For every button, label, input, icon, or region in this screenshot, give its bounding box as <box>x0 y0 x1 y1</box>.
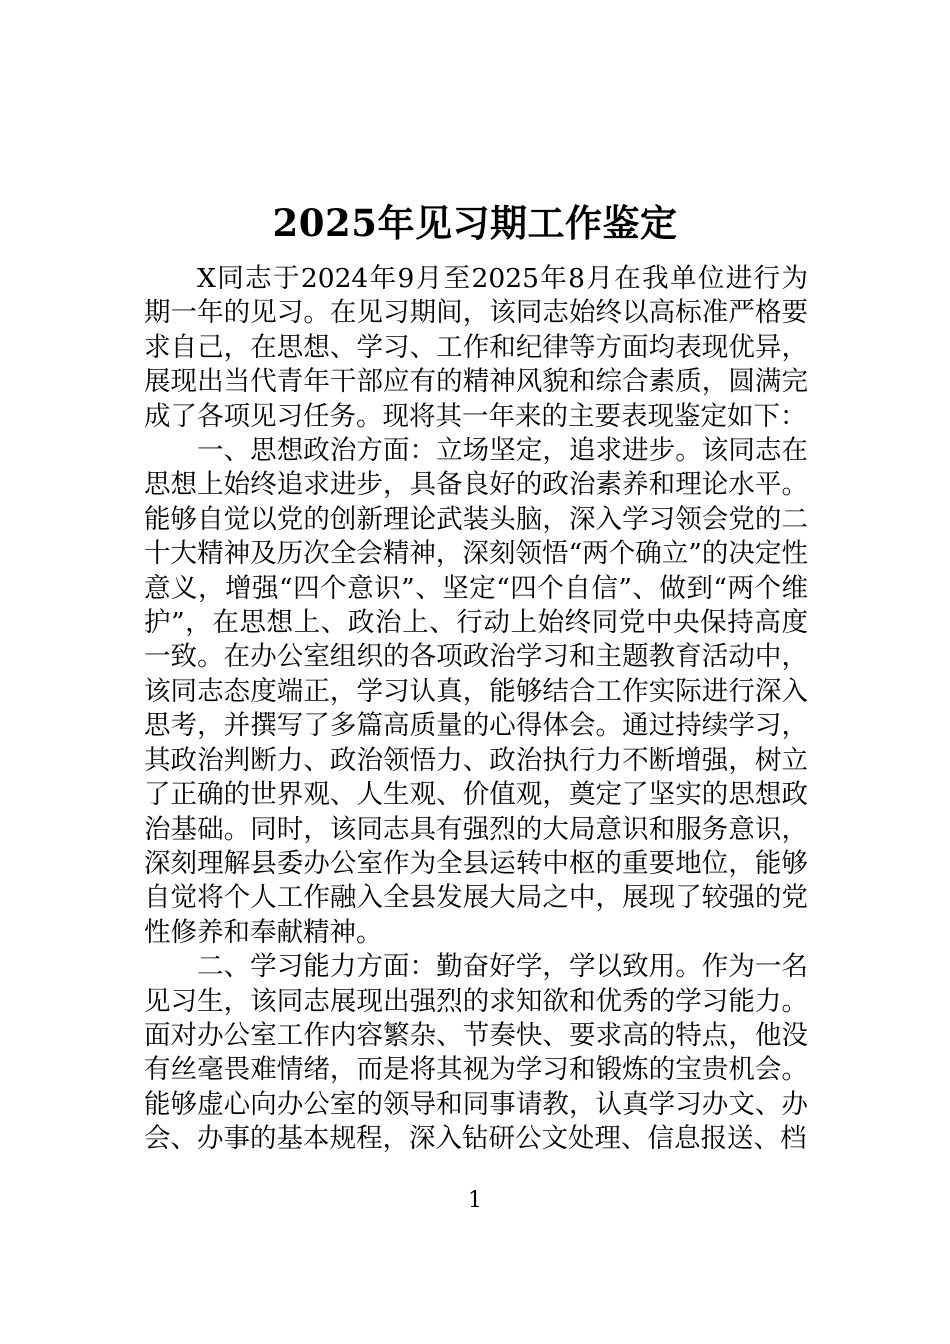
document-body <box>144 262 808 1157</box>
document-title: 2025年见习期工作鉴定 <box>272 200 678 245</box>
page-number: 1 <box>468 1188 482 1213</box>
learning-ability-paragraph: 二、学习能力方面：勤奋好学，学以致用。作为一名见习生，该同志展现出强烈的求知欲和优秀的学习能力。面对办公室工作内容繁杂、节奏快、要求高的特点，他没有丝毫畏难情绪，而是将其视为学习和锻炼的宝贵机会。能够虚心向办公室的领导和同事请教，认真学习办文、办会、办事的基本规程，深入钻研公文处理、信息报送、档 <box>144 951 808 1155</box>
political-ideology-paragraph: 一、思想政治方面：立场坚定，追求进步。该同志在思想上始终追求进步，具备良好的政治素养和理论水平。能够自觉以党的创新理论武装头脑，深入学习领会党的二十大精神及历次全会精神，深刻领悟“两个确立”的决定性意义，增强“四个意识”、坚定“四个自信”、做到“两个维护”，在思想上、政治上、行动上始终同党中央保持高度一致。在办公室组织的各项政治学习和主题教育活动中，该同志态度端正，学习认真，能够结合工作实际进行深入思考，并撰写了多篇高质量的心得体会。通过持续学习，其政治判断力、政治领悟力、政治执行力不断增强，树立了正确的世界观、人生观、价值观，奠定了坚实的思想政治基础。同时，该同志具有强烈的大局意识和服务意识，深刻理解县委办公室作为全县运转中枢的重要地位，能够自觉将个人工作融入全县发展大局之中，展现了较强的党性修养和奉献精神。 <box>144 435 808 948</box>
intro-paragraph: X同志于2024年9月至2025年8月在我单位进行为期一年的见习。在见习期间，该同志始终以高标准严格要求自己，在思想、学习、工作和纪律等方面均表现优异，展现出当代青年干部应有的精神风貌和综合素质，圆满完成了各项见习任务。现将其一年来的主要表现鉴定如下： <box>144 263 808 432</box>
